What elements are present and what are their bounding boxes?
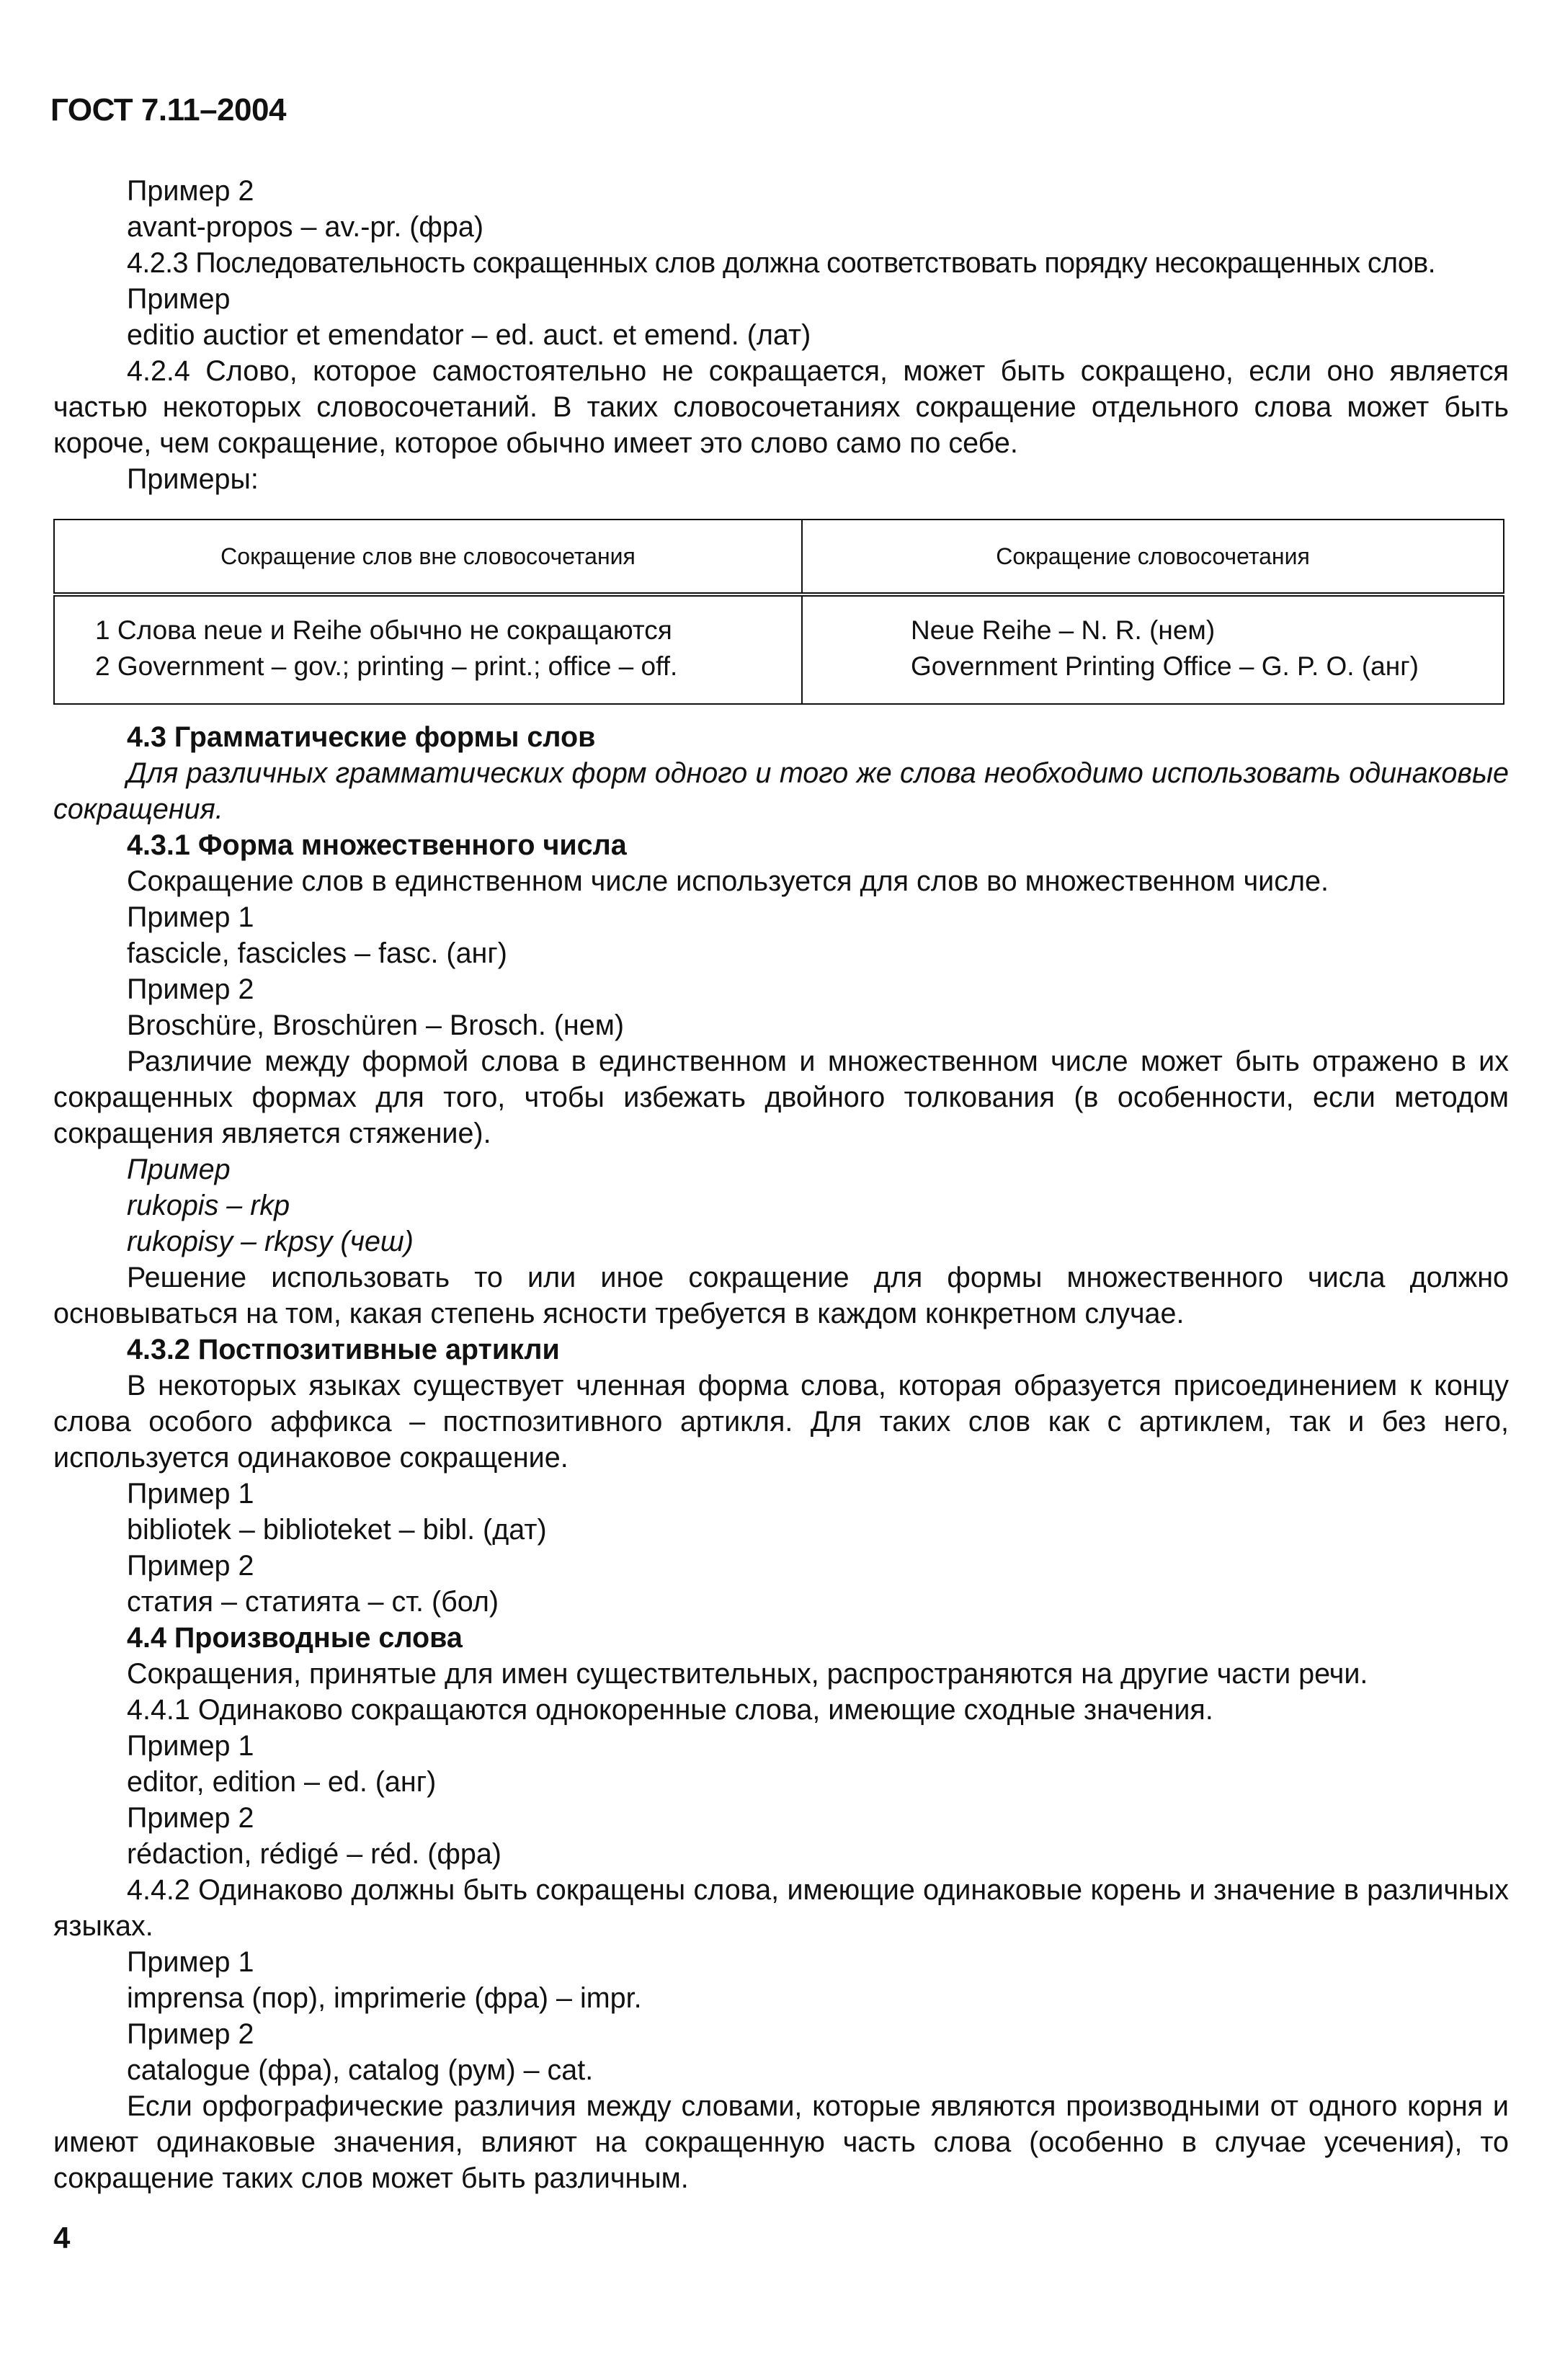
table-cell-line: 2 Government – gov.; printing – print.; office – off. xyxy=(95,651,678,681)
paragraph: Если орфографические различия между словами, которые являются производными от одного корня и имеют одинаковые значения, влияют на сокращенную часть слова (особенно в случае усечения), то сокращение таких слов может быть различным. xyxy=(53,2090,1509,2194)
example-text: imprensa (пор), imprimerie (фра) – impr. xyxy=(127,1982,642,2014)
example-label: Пример 2 xyxy=(127,175,254,207)
example-text: editio auctior et emendator – ed. auct. et emend. (лат) xyxy=(127,319,811,351)
table-cell-line: Neue Reihe – N. R. (нем) xyxy=(911,615,1216,645)
table-header-cell: Сокращение словосочетания xyxy=(802,520,1504,594)
section-heading-4-3-2: 4.3.2 Постпозитивные артикли xyxy=(127,1334,560,1365)
table-cell-line: 1 Слова neue и Reihe обычно не сокращаются xyxy=(95,615,672,645)
example-label: Пример 1 xyxy=(127,1478,254,1510)
example-text: rédaction, rédigé – réd. (фра) xyxy=(127,1838,501,1870)
examples-label: Примеры: xyxy=(127,463,259,495)
example-text: rukopis – rkp xyxy=(127,1190,290,1221)
example-text: bibliotek – biblioteket – bibl. (дат) xyxy=(127,1514,547,1546)
example-text: avant-propos – av.-pr. (фра) xyxy=(127,211,484,243)
table-row xyxy=(54,594,1504,704)
table-header-cell: Сокращение слов вне словосочетания xyxy=(54,520,802,594)
example-label: Пример xyxy=(127,283,231,315)
paragraph: Решение использовать то или иное сокращение для формы множественного числа должно основываться на том, какая степень ясности требуется в каждом конкретном случае. xyxy=(53,1262,1509,1329)
section-intro: Для различных грамматических форм одного и того же слова необходимо использовать одинаковые сокращения. xyxy=(53,757,1509,825)
example-text: editor, edition – ed. (анг) xyxy=(127,1766,437,1798)
document-body xyxy=(53,173,1509,2196)
clause-4-4-1: 4.4.1 Одинаково сокращаются однокоренные слова, имеющие сходные значения. xyxy=(127,1694,1213,1726)
clause-4-2-3: 4.2.3 Последовательность сокращенных слов должна соответствовать порядку несокращенных слов. xyxy=(127,247,1436,279)
example-label: Пример 1 xyxy=(127,1730,254,1762)
example-text: rukopisy – rkpsy (чеш) xyxy=(127,1226,414,1257)
example-text: fascicle, fascicles – fasc. (анг) xyxy=(127,937,507,969)
paragraph: Различие между формой слова в единственном и множественном числе может быть отражено в их сокращенных формах для того, чтобы избежать двойного толкования (в особенности, если методом сокращения является стяжение). xyxy=(53,1046,1509,1149)
example-label: Пример 2 xyxy=(127,2018,254,2050)
example-text: catalogue (фра), catalog (рум) – cat. xyxy=(127,2054,594,2086)
section-heading-4-3-1: 4.3.1 Форма множественного числа xyxy=(127,829,627,861)
clause-4-4-2: 4.4.2 Одинаково должны быть сокращены слова, имеющие одинаковые корень и значение в различных языках. xyxy=(53,1874,1509,1942)
section-heading-4-4: 4.4 Производные слова xyxy=(127,1622,463,1654)
document-header: ГОСТ 7.11–2004 xyxy=(50,92,286,128)
example-label: Пример 1 xyxy=(127,1946,254,1978)
example-label: Пример 2 xyxy=(127,973,254,1005)
abbreviation-examples-table xyxy=(53,519,1504,705)
clause-4-2-4: 4.2.4 Слово, которое самостоятельно не сокращается, может быть сокращено, если оно является частью некоторых словосочетаний. В таких словосочетаниях сокращение отдельного слова может быть короче, чем сокращение, которое обычно имеет это слово само по себе. xyxy=(53,355,1509,459)
paragraph: Сокращения, принятые для имен существительных, распространяются на другие части речи. xyxy=(127,1658,1368,1690)
example-label: Пример 2 xyxy=(127,1802,254,1834)
example-label: Пример 1 xyxy=(127,901,254,933)
example-label: Пример 2 xyxy=(127,1550,254,1582)
example-label: Пример xyxy=(127,1154,231,1185)
section-heading-4-3: 4.3 Грамматические формы слов xyxy=(127,721,596,753)
page-number: 4 xyxy=(53,2221,71,2255)
paragraph: Сокращение слов в единственном числе используется для слов во множественном числе. xyxy=(127,865,1329,897)
paragraph: В некоторых языках существует членная форма слова, которая образуется присоединением к концу слова особого аффикса – постпозитивного артикля. Для таких слов как с артиклем, так и без него, используется одинаковое сокращение. xyxy=(53,1370,1509,1474)
example-text: статия – статията – ст. (бол) xyxy=(127,1586,499,1618)
example-text: Broschüre, Broschüren – Brosch. (нем) xyxy=(127,1010,625,1041)
table-header-row xyxy=(54,520,1504,594)
table-cell xyxy=(54,594,802,704)
table-cell-line: Government Printing Office – G. P. O. (анг) xyxy=(911,651,1419,681)
table-cell xyxy=(802,594,1504,704)
